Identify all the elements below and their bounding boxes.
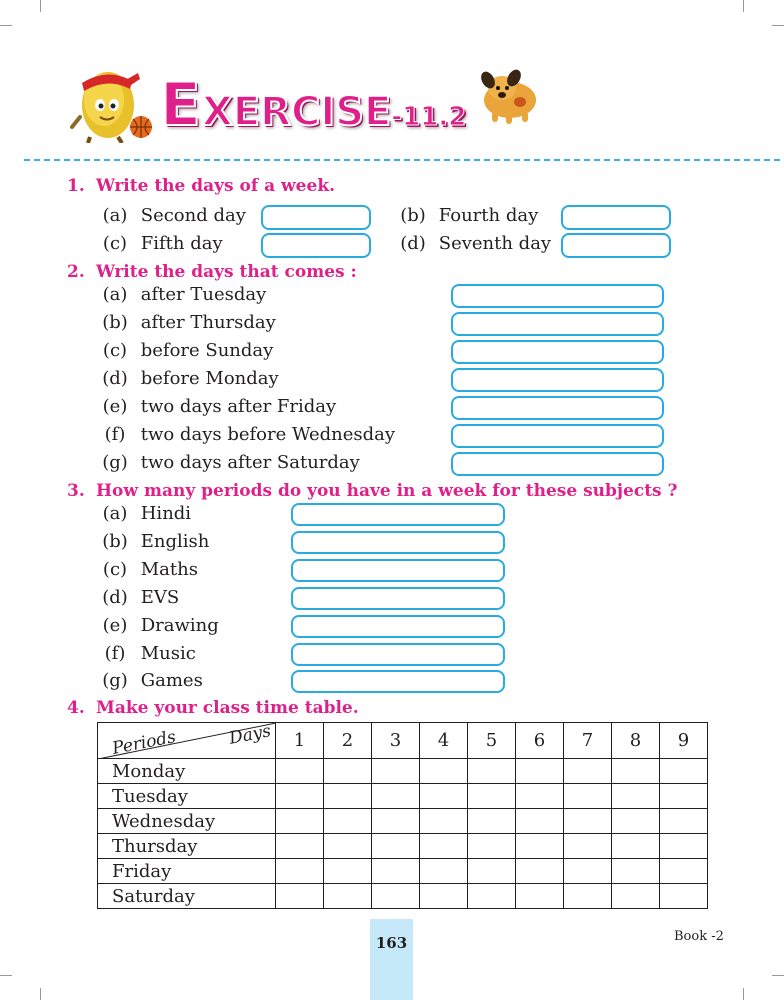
timetable-cell[interactable] bbox=[324, 809, 372, 834]
q1-answer-box-c[interactable] bbox=[261, 233, 371, 258]
timetable-cell[interactable] bbox=[612, 784, 660, 809]
table-row bbox=[98, 834, 708, 859]
crop-mark bbox=[40, 0, 41, 12]
period-col-7: 7 bbox=[564, 723, 612, 759]
q3-item-f: (f) Music bbox=[104, 643, 196, 664]
q2-item-c: (c) before Sunday bbox=[102, 340, 274, 361]
timetable-cell[interactable] bbox=[516, 809, 564, 834]
q3-item-g: (g) Games bbox=[102, 670, 203, 691]
timetable-cell[interactable] bbox=[516, 784, 564, 809]
dog-mascot-icon bbox=[474, 66, 546, 126]
book-label: Book -2 bbox=[674, 929, 724, 944]
q3-answer-box-e[interactable] bbox=[291, 615, 505, 638]
timetable-cell[interactable] bbox=[516, 759, 564, 784]
q3-item-a: (a) Hindi bbox=[102, 503, 192, 524]
timetable-cell[interactable] bbox=[420, 759, 468, 784]
timetable-cell[interactable] bbox=[372, 834, 420, 859]
timetable-cell[interactable] bbox=[468, 784, 516, 809]
q1-answer-box-a[interactable] bbox=[261, 205, 371, 230]
timetable-cell[interactable] bbox=[564, 759, 612, 784]
timetable-cell[interactable] bbox=[516, 834, 564, 859]
timetable-cell[interactable] bbox=[612, 759, 660, 784]
corner-periods-label: Periods bbox=[110, 727, 178, 759]
q3-item-b: (b) English bbox=[102, 531, 210, 552]
period-col-9: 9 bbox=[660, 723, 708, 759]
q1-answer-box-d[interactable] bbox=[561, 233, 671, 258]
potato-mascot-icon bbox=[66, 55, 158, 143]
q3-item-c: (c) Maths bbox=[102, 559, 198, 580]
page-number: 163 bbox=[375, 934, 408, 952]
timetable-cell[interactable] bbox=[372, 859, 420, 884]
timetable-cell[interactable] bbox=[276, 759, 324, 784]
timetable-cell[interactable] bbox=[612, 859, 660, 884]
timetable-cell[interactable] bbox=[420, 834, 468, 859]
timetable-cell[interactable] bbox=[564, 884, 612, 909]
timetable-cell[interactable] bbox=[372, 809, 420, 834]
timetable-cell[interactable] bbox=[612, 884, 660, 909]
q3-answer-box-f[interactable] bbox=[291, 643, 505, 666]
timetable-cell[interactable] bbox=[324, 859, 372, 884]
q2-item-e: (e) two days after Friday bbox=[102, 396, 337, 417]
table-row bbox=[98, 809, 708, 834]
timetable-cell[interactable] bbox=[324, 784, 372, 809]
timetable-cell[interactable] bbox=[516, 859, 564, 884]
crop-mark bbox=[743, 0, 744, 12]
timetable-corner-cell bbox=[98, 723, 276, 759]
q2-answer-box-e[interactable] bbox=[451, 396, 664, 420]
timetable-cell[interactable] bbox=[324, 884, 372, 909]
row-day-label: Wednesday bbox=[98, 809, 276, 834]
q2-answer-box-b[interactable] bbox=[451, 312, 664, 336]
corner-days-label: Days bbox=[227, 721, 273, 749]
q2-answer-box-a[interactable] bbox=[451, 284, 664, 308]
timetable-cell[interactable] bbox=[372, 759, 420, 784]
crop-mark bbox=[743, 988, 744, 1000]
timetable-cell[interactable] bbox=[276, 784, 324, 809]
timetable-cell[interactable] bbox=[276, 834, 324, 859]
q3-answer-box-c[interactable] bbox=[291, 559, 505, 582]
q1-answer-box-b[interactable] bbox=[561, 205, 671, 230]
timetable-cell[interactable] bbox=[660, 759, 708, 784]
timetable-cell[interactable] bbox=[468, 859, 516, 884]
timetable-cell[interactable] bbox=[660, 784, 708, 809]
timetable-cell[interactable] bbox=[324, 759, 372, 784]
q2-answer-box-d[interactable] bbox=[451, 368, 664, 392]
timetable-cell[interactable] bbox=[276, 884, 324, 909]
period-col-3: 3 bbox=[372, 723, 420, 759]
q1-item-c: (c) Fifth day bbox=[102, 233, 223, 254]
row-day-label: Tuesday bbox=[98, 784, 276, 809]
q1-item-d: (d) Seventh day bbox=[400, 233, 552, 254]
period-col-6: 6 bbox=[516, 723, 564, 759]
timetable-cell[interactable] bbox=[468, 884, 516, 909]
q3-answer-box-b[interactable] bbox=[291, 531, 505, 554]
timetable bbox=[97, 722, 708, 909]
q2-answer-box-g[interactable] bbox=[451, 452, 664, 476]
table-row bbox=[98, 759, 708, 784]
row-day-label: Friday bbox=[98, 859, 276, 884]
timetable-cell[interactable] bbox=[660, 809, 708, 834]
period-col-4: 4 bbox=[420, 723, 468, 759]
timetable-cell[interactable] bbox=[420, 884, 468, 909]
timetable-cell[interactable] bbox=[276, 809, 324, 834]
exercise-number: -11.2 bbox=[391, 102, 467, 132]
timetable-cell[interactable] bbox=[516, 884, 564, 909]
q1-item-a: (a) Second day bbox=[102, 205, 246, 226]
question-2-heading: 2. Write the days that comes : bbox=[67, 262, 357, 282]
period-col-2: 2 bbox=[324, 723, 372, 759]
q2-answer-box-f[interactable] bbox=[451, 424, 664, 448]
section-divider bbox=[24, 159, 780, 161]
timetable-cell[interactable] bbox=[612, 834, 660, 859]
crop-mark bbox=[0, 25, 12, 26]
timetable-cell[interactable] bbox=[468, 834, 516, 859]
timetable-cell[interactable] bbox=[468, 759, 516, 784]
question-4-heading: 4. Make your class time table. bbox=[67, 698, 359, 718]
q3-answer-box-a[interactable] bbox=[291, 503, 505, 526]
timetable-cell[interactable] bbox=[420, 784, 468, 809]
timetable-cell[interactable] bbox=[276, 859, 324, 884]
q2-answer-box-c[interactable] bbox=[451, 340, 664, 364]
q3-answer-box-d[interactable] bbox=[291, 587, 505, 610]
period-col-5: 5 bbox=[468, 723, 516, 759]
q3-item-e: (e) Drawing bbox=[102, 615, 219, 636]
timetable-cell[interactable] bbox=[564, 784, 612, 809]
q2-item-d: (d) before Monday bbox=[102, 368, 279, 389]
crop-mark bbox=[772, 975, 784, 976]
q3-item-d: (d) EVS bbox=[102, 587, 180, 608]
crop-mark bbox=[0, 975, 12, 976]
timetable-cell[interactable] bbox=[564, 809, 612, 834]
timetable-cell[interactable] bbox=[372, 884, 420, 909]
row-day-label: Thursday bbox=[98, 834, 276, 859]
timetable-cell[interactable] bbox=[660, 884, 708, 909]
timetable-cell[interactable] bbox=[372, 784, 420, 809]
table-row bbox=[98, 784, 708, 809]
table-row bbox=[98, 859, 708, 884]
timetable-cell[interactable] bbox=[660, 859, 708, 884]
crop-mark bbox=[40, 988, 41, 1000]
q2-item-b: (b) after Thursday bbox=[102, 312, 276, 333]
exercise-title: EXERCISE-11.2 bbox=[160, 70, 467, 140]
timetable-cell[interactable] bbox=[420, 859, 468, 884]
q3-answer-box-g[interactable] bbox=[291, 670, 505, 693]
period-col-8: 8 bbox=[612, 723, 660, 759]
row-day-label: Saturday bbox=[98, 884, 276, 909]
timetable-cell[interactable] bbox=[324, 834, 372, 859]
period-col-1: 1 bbox=[276, 723, 324, 759]
question-3-heading: 3. How many periods do you have in a week for these subjects ? bbox=[67, 481, 678, 501]
timetable-cell[interactable] bbox=[660, 834, 708, 859]
q2-item-g: (g) two days after Saturday bbox=[102, 452, 360, 473]
timetable-cell[interactable] bbox=[564, 859, 612, 884]
timetable-cell[interactable] bbox=[612, 809, 660, 834]
question-1-heading: 1. Write the days of a week. bbox=[67, 176, 336, 196]
q2-item-f: (f) two days before Wednesday bbox=[104, 424, 396, 445]
page-number-tab bbox=[370, 919, 413, 1000]
row-day-label: Monday bbox=[98, 759, 276, 784]
q1-item-b: (b) Fourth day bbox=[400, 205, 539, 226]
timetable-header-row bbox=[98, 723, 708, 759]
crop-mark bbox=[772, 25, 784, 26]
table-row bbox=[98, 884, 708, 909]
timetable-cell[interactable] bbox=[420, 809, 468, 834]
timetable-cell[interactable] bbox=[468, 809, 516, 834]
timetable-cell[interactable] bbox=[564, 834, 612, 859]
q2-item-a: (a) after Tuesday bbox=[102, 284, 267, 305]
